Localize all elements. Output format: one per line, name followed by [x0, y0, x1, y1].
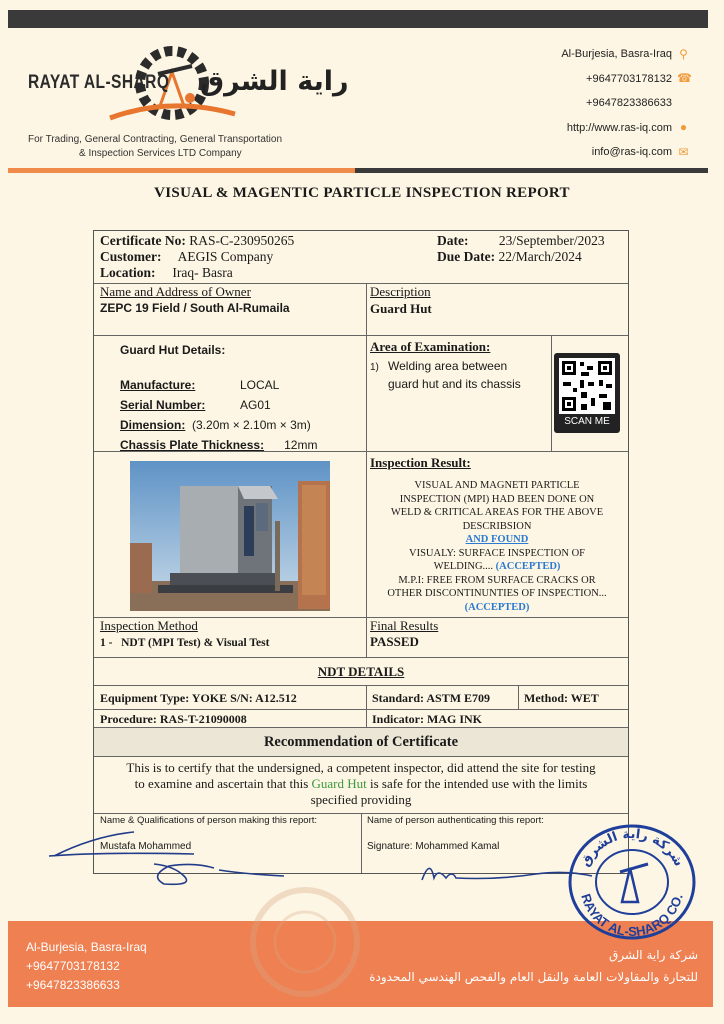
watermark-seal [245, 880, 365, 1005]
header-divider [355, 168, 708, 173]
header-contacts [561, 42, 690, 165]
tagline-line: & Inspection Services LTD Company [79, 148, 242, 159]
mail-icon: ✉ [678, 144, 689, 159]
brand-name-en: RAYAT AL-SHARQ [28, 72, 170, 93]
guard-hut-highlight: Guard Hut [311, 776, 367, 791]
footer-phone[interactable]: +9647823386633 [26, 978, 120, 992]
chassis-value: 12mm [284, 438, 318, 452]
certificate-number: RAS-C-230950265 [189, 233, 295, 248]
final-label: Final Results [370, 618, 439, 633]
globe-icon: ● [679, 120, 688, 135]
serial-value: AG01 [240, 398, 271, 412]
recommendation-text: This is to certify that the undersigned, a competent inspector, did attend the site for testing to examine and ascertain that this Guard Hut is safe for the intended use with the limits specified providing [126, 760, 596, 807]
inspector-label: Name & Qualifications of person making this report: [100, 815, 318, 826]
contact-address: Al-Burjesia, Basra-Iraq [561, 48, 672, 60]
method-label: Inspection Method [100, 618, 198, 633]
location-pin-icon: ⚲ [679, 46, 688, 61]
due-date: 22/March/2024 [498, 249, 582, 264]
area-list: 1) Welding area between guard hut and its chassis [370, 359, 521, 391]
qr-pattern-icon [559, 358, 615, 414]
footer-phone[interactable]: +9647703178132 [26, 959, 120, 973]
report-form [93, 230, 629, 874]
qr-label: SCAN ME [564, 416, 610, 427]
qr-code[interactable] [554, 353, 620, 433]
customer-name: AEGIS Company [177, 249, 274, 264]
details-heading: Guard Hut Details: [120, 343, 226, 357]
indicator-value: Indicator: MAG INK [372, 712, 482, 726]
contact-email[interactable]: info@ras-iq.com [591, 146, 672, 158]
stamp-text-en: RAYAT AL-SHARQ CO. [578, 891, 686, 940]
oil-rig-icon [622, 868, 638, 902]
location-value: Iraq- Basra [172, 265, 233, 280]
certificate-info: Certificate No: RAS-C-230950265 Customer: AEGIS Company Location: Iraq- Basra [100, 233, 295, 280]
result-label: Inspection Result: [370, 455, 471, 470]
owner-value: ZEPC 19 Field / South Al-Rumaila [100, 301, 290, 315]
svg-text:RAYAT AL-SHARQ CO. [578, 892, 685, 939]
contact-phone[interactable]: +9647703178132 [586, 72, 672, 85]
accepted-badge: (ACCEPTED) [464, 601, 530, 613]
footer-contacts [26, 938, 147, 995]
recommendation-heading: Recommendation of Certificate [94, 728, 628, 756]
result-text: VISUAL AND MAGNETI PARTICLE INSPECTION (MPI) HAD BEEN DONE ON WELD & CRITICAL AREAS FOR THE ABOVE DESCRIBSION AND FOUND VISUALY: SURFACE INSPECTION OF WELDING.... (ACCEPTED) M.P.I: FREE FROM SURFACE CRACKS OR OTHER DISCONTINUNTIES OF INSPECTION... (ACCEPTED) [366, 479, 628, 614]
method-wet-value: Method: WET [524, 691, 599, 705]
company-stamp [566, 822, 698, 942]
details-list: Manufacture: LOCAL Serial Number: AG01 Dimension: (3.20m × 2.10m × 3m) Chassis Plate Thickness: 12mm [120, 378, 318, 452]
inspector-name: Mustafa Mohammed [100, 841, 192, 852]
stamp-text-ar: شركة راية الشرق [577, 826, 687, 870]
report-date: 23/September/2023 [498, 233, 605, 248]
description-label: Description [370, 284, 431, 299]
final-value: PASSED [370, 634, 419, 649]
company-tagline [28, 133, 328, 161]
contact-website[interactable]: http://www.ras-iq.com [566, 121, 672, 134]
area-label: Area of Examination: [370, 339, 491, 354]
guard-hut-photo [130, 461, 330, 611]
ndt-heading: NDT DETAILS [317, 664, 405, 679]
dimension-value: (3.20m × 2.10m × 3m) [192, 418, 311, 432]
report-title: VISUAL & MAGENTIC PARTICLE INSPECTION REPORT [154, 185, 570, 201]
accepted-badge: (ACCEPTED) [495, 561, 561, 572]
auth-name: Signature: Mohammed Kamal [367, 841, 500, 852]
footer-address: Al-Burjesia, Basra-Iraq [26, 940, 147, 954]
auth-label: Name of person authenticating this report: [367, 815, 544, 826]
procedure-value: Procedure: RAS-T-21090008 [100, 712, 247, 726]
manufacture-value: LOCAL [240, 378, 280, 392]
brand-name-ar: راية الشرق [200, 66, 349, 97]
equipment-value: Equipment Type: YOKE S/N: A12.512 [100, 691, 297, 705]
header-bar [8, 10, 708, 28]
phone-icon: ☎ [677, 71, 692, 86]
description-value: Guard Hut [370, 301, 432, 316]
contact-phone[interactable]: +9647823386633 [586, 97, 672, 109]
owner-label: Name and Address of Owner [100, 284, 251, 299]
found-text: AND FOUND [465, 534, 529, 545]
method-value: 1 - NDT (MPI Test) & Visual Test [100, 637, 270, 649]
header-divider [8, 168, 355, 173]
footer-arabic: شركة راية الشرق للتجارة والمقاولات العامة والنقل العام والفحص الهندسي المحدودة [369, 948, 698, 984]
tagline-line: For Trading, General Contracting, General Transportation [28, 134, 283, 145]
svg-text:شركة راية الشرق [578, 827, 686, 869]
date-info: Date: 23/September/2023 Due Date: 22/March/2024 [437, 233, 605, 264]
standard-value: Standard: ASTM E709 [372, 691, 491, 705]
